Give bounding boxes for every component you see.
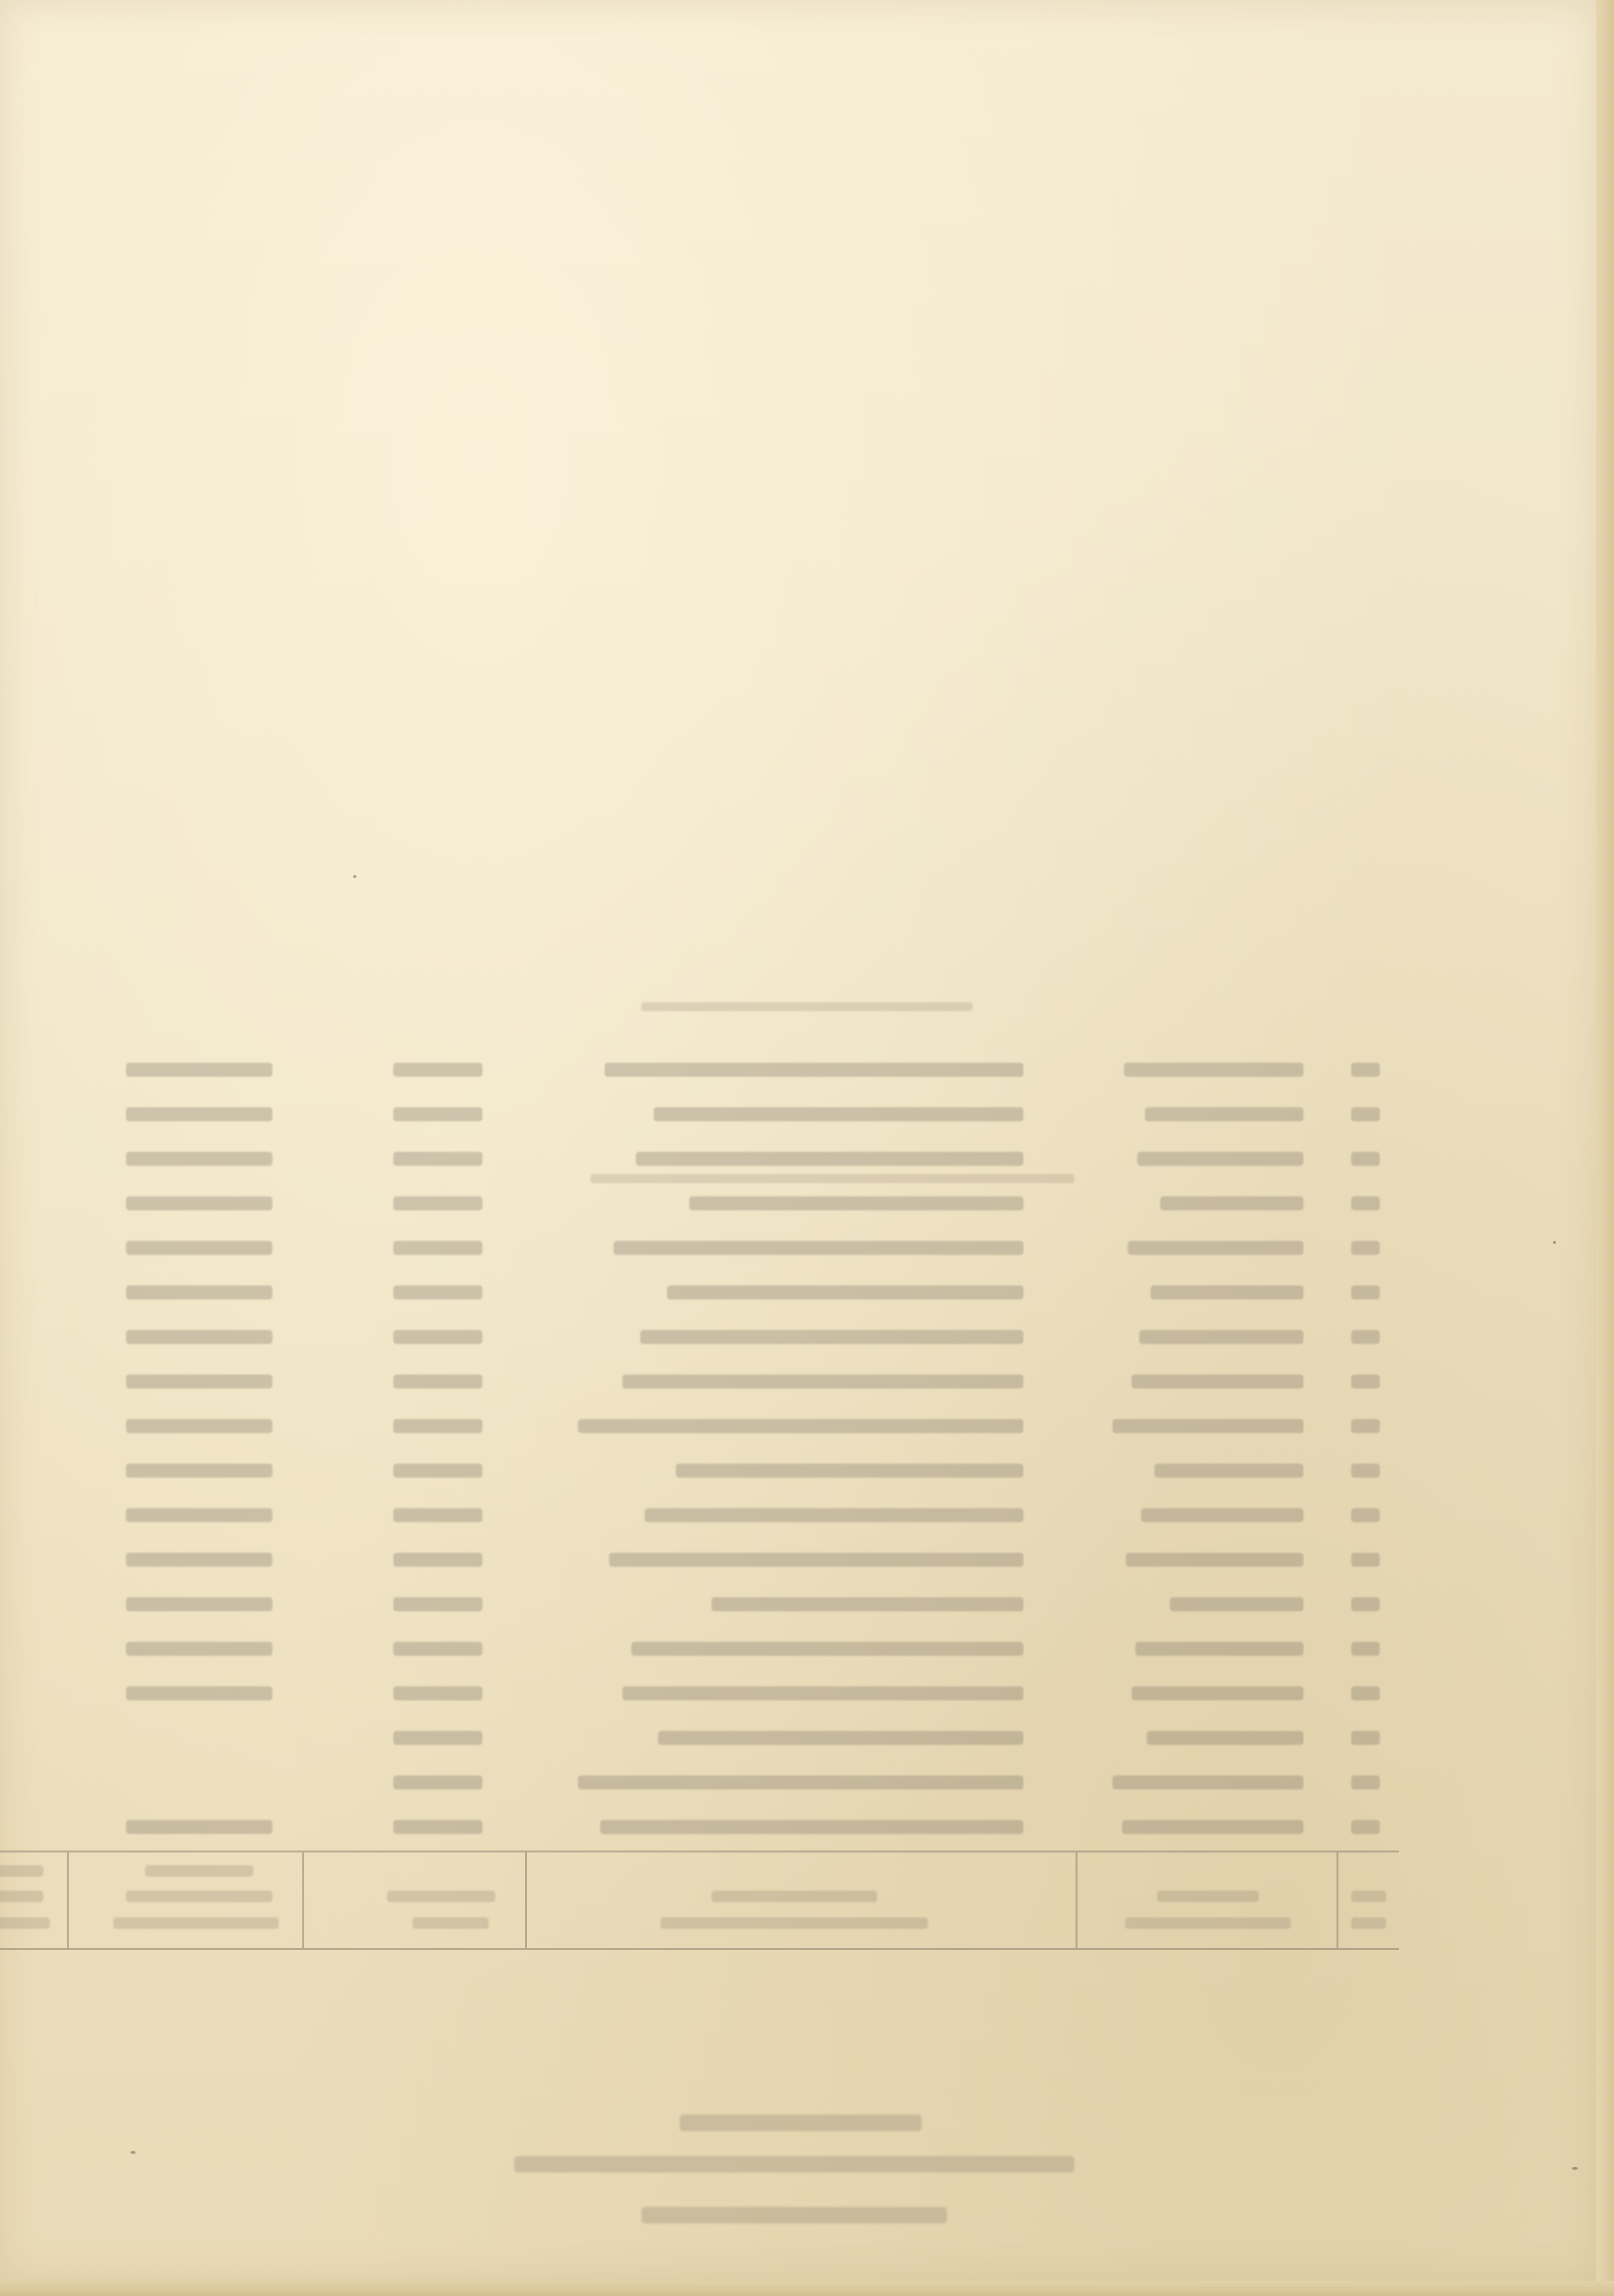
header-name <box>661 1917 928 1929</box>
row-name <box>609 1553 1023 1567</box>
burial-list-table <box>0 1049 1399 1950</box>
row-rank <box>1145 1107 1303 1121</box>
row-rank <box>1124 1063 1303 1077</box>
row-death-date <box>126 1464 272 1478</box>
paper-edge-bottom <box>0 2281 1614 2296</box>
row-number <box>1351 1375 1380 1389</box>
row-name <box>636 1152 1023 1166</box>
row-number <box>1351 1107 1380 1121</box>
row-number <box>1351 1820 1380 1834</box>
row-name <box>614 1241 1023 1255</box>
header-rank <box>1125 1917 1291 1929</box>
row-name <box>689 1196 1023 1210</box>
document-subtitle <box>514 2156 1074 2173</box>
paper-speck <box>130 2151 136 2154</box>
row-birth-year <box>393 1196 482 1210</box>
row-birth-year <box>393 1820 482 1834</box>
row-rank <box>1128 1241 1303 1255</box>
row-rank <box>1137 1152 1303 1166</box>
row-birth-year <box>393 1553 482 1567</box>
table-body <box>0 1049 1399 1851</box>
row-number <box>1351 1063 1380 1077</box>
row-name <box>578 1775 1023 1789</box>
row-birth-year <box>393 1285 482 1299</box>
row-rank <box>1135 1642 1303 1656</box>
table-row <box>0 1628 1399 1672</box>
table-header <box>0 1851 1399 1948</box>
table-row <box>0 1316 1399 1361</box>
table-row <box>0 1806 1399 1851</box>
row-name <box>640 1330 1023 1344</box>
header-reburial-info <box>0 1917 50 1929</box>
row-birth-year <box>393 1597 482 1611</box>
row-death-date <box>126 1107 272 1121</box>
row-death-date <box>126 1597 272 1611</box>
row-birth-year <box>393 1152 482 1166</box>
paper-speck <box>353 875 356 878</box>
paper-speck <box>1572 2167 1578 2170</box>
row-number <box>1351 1553 1380 1567</box>
row-rank <box>1141 1508 1303 1522</box>
row-rank <box>1122 1820 1303 1834</box>
row-number <box>1351 1285 1380 1299</box>
row-rank <box>1112 1419 1303 1433</box>
row-birth-year <box>393 1686 482 1700</box>
table-row <box>0 1405 1399 1450</box>
row-rank <box>1132 1686 1303 1700</box>
header-death-date <box>113 1917 279 1929</box>
row-name <box>667 1285 1023 1299</box>
table-row <box>0 1494 1399 1539</box>
table-row <box>0 1672 1399 1717</box>
row-birth-year <box>393 1642 482 1656</box>
row-number <box>1351 1330 1380 1344</box>
row-birth-year <box>393 1330 482 1344</box>
row-death-date <box>126 1419 272 1433</box>
row-rank <box>1112 1775 1303 1789</box>
header-number <box>1351 1917 1386 1929</box>
row-death-date <box>126 1642 272 1656</box>
row-number <box>1351 1419 1380 1433</box>
row-name <box>578 1419 1023 1433</box>
row-number <box>1351 1241 1380 1255</box>
row-birth-year <box>393 1375 482 1389</box>
row-birth-year <box>393 1508 482 1522</box>
row-name <box>654 1107 1023 1121</box>
row-death-date <box>126 1686 272 1700</box>
table-row <box>0 1761 1399 1806</box>
table-row <box>0 1049 1399 1093</box>
row-name <box>676 1464 1023 1478</box>
row-death-date <box>126 1820 272 1834</box>
row-birth-year <box>393 1775 482 1789</box>
row-name <box>622 1686 1023 1700</box>
row-number <box>1351 1731 1380 1745</box>
row-birth-year <box>393 1107 482 1121</box>
row-rank <box>1139 1330 1303 1344</box>
row-number <box>1351 1152 1380 1166</box>
row-death-date <box>126 1241 272 1255</box>
row-name <box>631 1642 1023 1656</box>
row-name <box>712 1597 1023 1611</box>
row-name <box>600 1820 1023 1834</box>
table-row <box>0 1717 1399 1761</box>
row-birth-year <box>393 1419 482 1433</box>
typed-note <box>642 1002 972 1011</box>
row-death-date <box>126 1196 272 1210</box>
row-death-date <box>126 1330 272 1344</box>
table-row <box>0 1182 1399 1227</box>
row-number <box>1351 1775 1380 1789</box>
paper-edge-right <box>1596 0 1614 2296</box>
table-row <box>0 1271 1399 1316</box>
row-number <box>1351 1642 1380 1656</box>
row-number <box>1351 1597 1380 1611</box>
row-birth-year <box>393 1731 482 1745</box>
row-death-date <box>126 1375 272 1389</box>
row-death-date <box>126 1152 272 1166</box>
row-death-date <box>126 1508 272 1522</box>
document-title <box>642 2207 947 2223</box>
document-place <box>680 2115 922 2131</box>
table-row <box>0 1583 1399 1628</box>
row-death-date <box>126 1553 272 1567</box>
row-number <box>1351 1508 1380 1522</box>
row-name <box>658 1731 1023 1745</box>
table-row <box>0 1450 1399 1494</box>
table-row <box>0 1539 1399 1583</box>
row-name <box>622 1375 1023 1389</box>
table-row <box>0 1227 1399 1271</box>
header-birth-year <box>412 1917 489 1929</box>
table-row <box>0 1361 1399 1405</box>
row-rank <box>1160 1196 1303 1210</box>
row-rank <box>1132 1375 1303 1389</box>
row-number <box>1351 1196 1380 1210</box>
table-row <box>0 1093 1399 1138</box>
row-death-date <box>126 1285 272 1299</box>
row-rank <box>1154 1464 1303 1478</box>
row-number <box>1351 1686 1380 1700</box>
row-rank <box>1170 1597 1303 1611</box>
row-death-date <box>126 1063 272 1077</box>
typed-note <box>591 1174 1074 1183</box>
row-number <box>1351 1464 1380 1478</box>
paper-speck <box>1553 1241 1556 1244</box>
row-rank <box>1147 1731 1303 1745</box>
row-name <box>605 1063 1023 1077</box>
row-birth-year <box>393 1063 482 1077</box>
row-rank <box>1151 1285 1303 1299</box>
row-birth-year <box>393 1241 482 1255</box>
row-rank <box>1126 1553 1303 1567</box>
row-birth-year <box>393 1464 482 1478</box>
row-name <box>645 1508 1023 1522</box>
